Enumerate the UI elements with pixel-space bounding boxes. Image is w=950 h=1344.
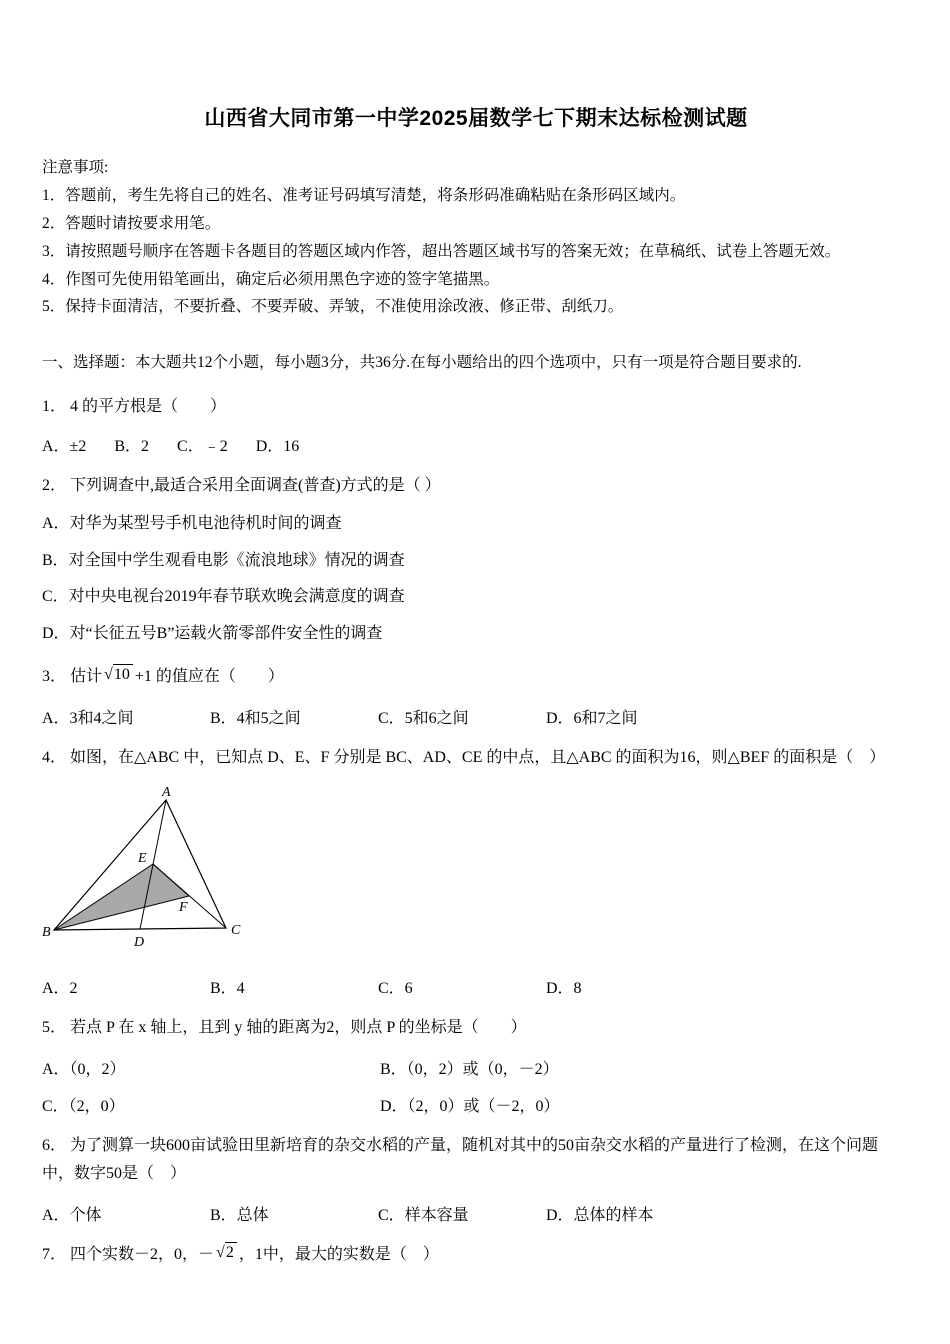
option-b: B．4和5之间 xyxy=(210,709,301,727)
question-text: 若点 P 在 x 轴上，且到 y 轴的距离为2，则点 P 的坐标是（ ） xyxy=(70,1018,527,1036)
vertex-label-f: F xyxy=(179,899,188,915)
sqrt-expression xyxy=(104,661,133,689)
radicand: 2 xyxy=(225,1242,237,1261)
option-c: C．样本容量 xyxy=(378,1206,469,1224)
question-5-stem xyxy=(42,1014,910,1042)
sqrt-expression xyxy=(216,1239,237,1267)
question-text: 4 的平方根是（ ） xyxy=(70,398,227,416)
question-text: 为了测算一块600亩试验田里新培育的杂交水稻的产量，随机对其中的50亩杂交水稻的产量进行了检测，在这个问题中，数字50是（ ） xyxy=(42,1136,879,1182)
notice-section xyxy=(42,154,910,321)
question-6-stem xyxy=(42,1132,910,1188)
notice-item: 4．作图可先使用铅笔画出，确定后必须用黑色字迹的签字笔描黑。 xyxy=(42,270,500,288)
question-number: 6． xyxy=(42,1136,67,1154)
question-number: 3． xyxy=(42,667,67,685)
question-number: 7． xyxy=(42,1245,67,1263)
question-2 xyxy=(42,472,910,646)
question-text-prefix: 估计 xyxy=(70,667,103,685)
vertex-label-b: B xyxy=(42,924,51,940)
question-6 xyxy=(42,1132,910,1225)
question-text-suffix: +1 的值应在（ ） xyxy=(134,667,284,685)
question-text-suffix: ，1中，最大的实数是（ ） xyxy=(238,1245,439,1263)
option-a: A．±2 xyxy=(42,438,87,456)
question-4-stem xyxy=(42,744,910,772)
question-number: 2． xyxy=(42,477,67,495)
question-1-options xyxy=(42,433,910,456)
question-number: 5． xyxy=(42,1018,67,1036)
option-d: D．总体的样本 xyxy=(546,1206,654,1224)
notice-item: 1．答题前，考生先将自己的姓名、准考证号码填写清楚，将条形码准确粘贴在条形码区域内。 xyxy=(42,186,686,204)
option-b: B．4 xyxy=(210,979,245,997)
option-c: C．对中央电视台2019年春节联欢晚会满意度的调查 xyxy=(42,588,405,606)
page-title: 山西省大同市第一中学2025届数学七下期末达标检测试题 xyxy=(204,107,748,130)
option-a: A．对华为某型号手机电池待机时间的调查 xyxy=(42,515,342,533)
notice-item: 2．答题时请按要求用笔。 xyxy=(42,214,221,232)
radical-sign: √ xyxy=(216,1243,225,1261)
question-4 xyxy=(42,744,910,998)
question-1 xyxy=(42,393,910,456)
option-c: C．6 xyxy=(378,979,413,997)
question-text: 如图，在△ABC 中，已知点 D、E、F 分别是 BC、AD、CE 的中点，且△ABC 的面积为16，则△BEF 的面积是（ ） xyxy=(70,748,886,766)
vertex-label-d: D xyxy=(134,934,145,950)
question-7 xyxy=(42,1241,910,1269)
option-b: B．总体 xyxy=(210,1206,269,1224)
question-5 xyxy=(42,1014,910,1116)
option-a: A．（0，2） xyxy=(42,1060,126,1078)
radicand: 10 xyxy=(113,664,133,683)
option-b: B．2 xyxy=(114,438,150,456)
question-4-options xyxy=(42,975,910,998)
option-a: A．3和4之间 xyxy=(42,709,134,727)
option-b: B．（0，2）或（0，－2） xyxy=(380,1060,559,1078)
question-5-options xyxy=(42,1056,910,1116)
option-d: D．对“长征五号B”运载火箭零部件安全性的调查 xyxy=(42,625,383,643)
vertex-label-c: C xyxy=(231,922,241,938)
option-d: D．16 xyxy=(255,438,300,456)
option-a: A．个体 xyxy=(42,1206,102,1224)
question-1-stem xyxy=(42,393,910,421)
radical-sign: √ xyxy=(104,665,113,683)
question-6-options xyxy=(42,1202,910,1225)
notice-heading: 注意事项: xyxy=(42,159,109,176)
option-b: B．对全国中学生观看电影《流浪地球》情况的调查 xyxy=(42,551,405,569)
question-number: 4． xyxy=(42,748,67,766)
triangle-figure xyxy=(42,784,282,956)
section-header: 一、选择题：本大题共12个小题，每小题3分，共36分.在每小题给出的四个选项中，只有一项是符合题目要求的. xyxy=(42,354,802,372)
shaded-triangle-bef xyxy=(54,864,189,930)
option-c: C．（2，0） xyxy=(42,1097,125,1115)
question-3-stem xyxy=(42,663,910,691)
option-d: D．8 xyxy=(546,979,582,997)
question-text-prefix: 四个实数－2，0，－ xyxy=(70,1245,215,1263)
question-3-options xyxy=(42,705,910,728)
question-2-options xyxy=(42,511,910,646)
question-3 xyxy=(42,663,910,728)
vertex-label-e: E xyxy=(138,850,147,866)
option-c: C．5和6之间 xyxy=(378,709,469,727)
notice-item: 5．保持卡面清洁，不要折叠、不要弄破、弄皱，不准使用涂改液、修正带、刮纸刀。 xyxy=(42,298,624,316)
option-d: D．6和7之间 xyxy=(546,709,638,727)
question-text: 下列调查中,最适合采用全面调查(普查)方式的是（ ） xyxy=(70,477,441,495)
question-4-figure xyxy=(42,784,910,961)
question-2-stem xyxy=(42,472,910,500)
option-d: D．（2，0）或（－2，0） xyxy=(380,1097,560,1115)
option-a: A．2 xyxy=(42,979,78,997)
vertex-label-a: A xyxy=(162,784,171,800)
option-c: C．﹣2 xyxy=(177,438,228,456)
notice-item: 3．请按照题号顺序在答题卡各题目的答题区域内作答，超出答题区域书写的答案无效；在草稿纸、试卷上答题无效。 xyxy=(42,242,841,260)
question-7-stem xyxy=(42,1241,910,1269)
question-number: 1． xyxy=(42,398,67,416)
